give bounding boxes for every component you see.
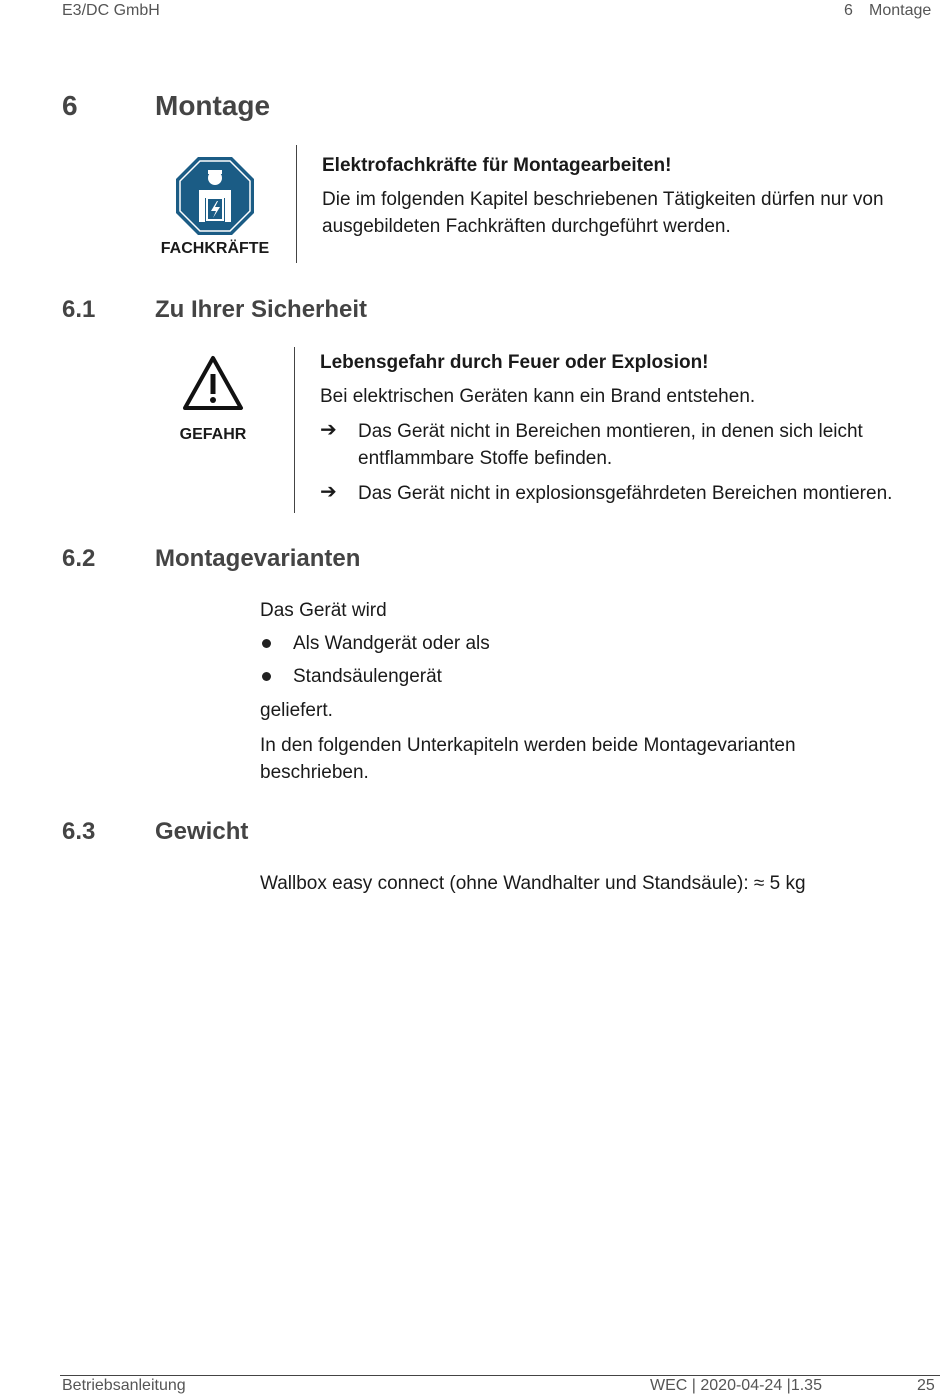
header-company: E3/DC GmbH — [62, 2, 160, 19]
section-6-2-text-line1: In den folgenden Unterkapiteln werden beide Montagevarianten — [260, 735, 796, 756]
section-6-3-number: 6.3 — [62, 818, 96, 845]
notice-text-line2: ausgebildeten Fachkräften durchgeführt werden. — [322, 216, 731, 237]
warning-divider — [294, 347, 295, 513]
section-6-2-intro: Das Gerät wird — [260, 600, 387, 621]
bullet-item-2: Standsäulengerät — [293, 666, 442, 687]
section-6-2-number: 6.2 — [62, 545, 96, 572]
notice-divider — [296, 145, 297, 263]
section-6-1-number: 6.1 — [62, 296, 96, 323]
footer-page-number: 25 — [917, 1377, 935, 1394]
notice-text-line1: Die im folgenden Kapitel beschriebenen Tätigkeiten dürfen nur von — [322, 189, 884, 210]
section-6-3-text: Wallbox easy connect (ohne Wandhalter und Standsäule): ≈ 5 kg — [260, 873, 806, 894]
notice-heading: Elektrofachkräfte für Montagearbeiten! — [322, 155, 672, 176]
arrow-icon: ➔ — [320, 481, 337, 503]
fachkraefte-label: FACHKRÄFTE — [160, 240, 270, 257]
section-6-2-after: geliefert. — [260, 700, 333, 721]
bullet-item-1: Als Wandgerät oder als — [293, 633, 490, 654]
section-6-3-title: Gewicht — [155, 818, 249, 845]
chapter-number: 6 — [62, 90, 78, 121]
footer-meta: WEC | 2020-04-24 |1.35 — [650, 1377, 822, 1394]
warning-heading: Lebensgefahr durch Feuer oder Explosion! — [320, 352, 709, 373]
header-chapter-number: 6 — [844, 2, 853, 19]
header-chapter-title: Montage — [869, 2, 932, 19]
warning-text: Bei elektrischen Geräten kann ein Brand entstehen. — [320, 386, 756, 407]
bullet-icon — [262, 672, 271, 681]
chapter-title: Montage — [155, 90, 271, 121]
warning-action-1-line2: entflammbare Stoffe befinden. — [358, 448, 613, 469]
section-6-2-title: Montagevarianten — [155, 545, 361, 572]
bullet-icon — [262, 639, 271, 648]
warning-action-1-line1: Das Gerät nicht in Bereichen montieren, in denen sich leicht — [358, 421, 863, 442]
footer-doc-type: Betriebsanleitung — [62, 1377, 186, 1394]
section-6-2-text-line2: beschrieben. — [260, 762, 369, 783]
section-6-1-title: Zu Ihrer Sicherheit — [155, 296, 368, 323]
warning-triangle-icon — [182, 355, 244, 411]
gefahr-label: GEFAHR — [179, 426, 247, 443]
arrow-icon: ➔ — [320, 419, 337, 441]
footer-divider — [60, 1375, 940, 1376]
electrician-icon — [175, 156, 255, 236]
warning-action-2-line1: Das Gerät nicht in explosionsgefährdeten Bereichen montieren. — [358, 483, 893, 504]
